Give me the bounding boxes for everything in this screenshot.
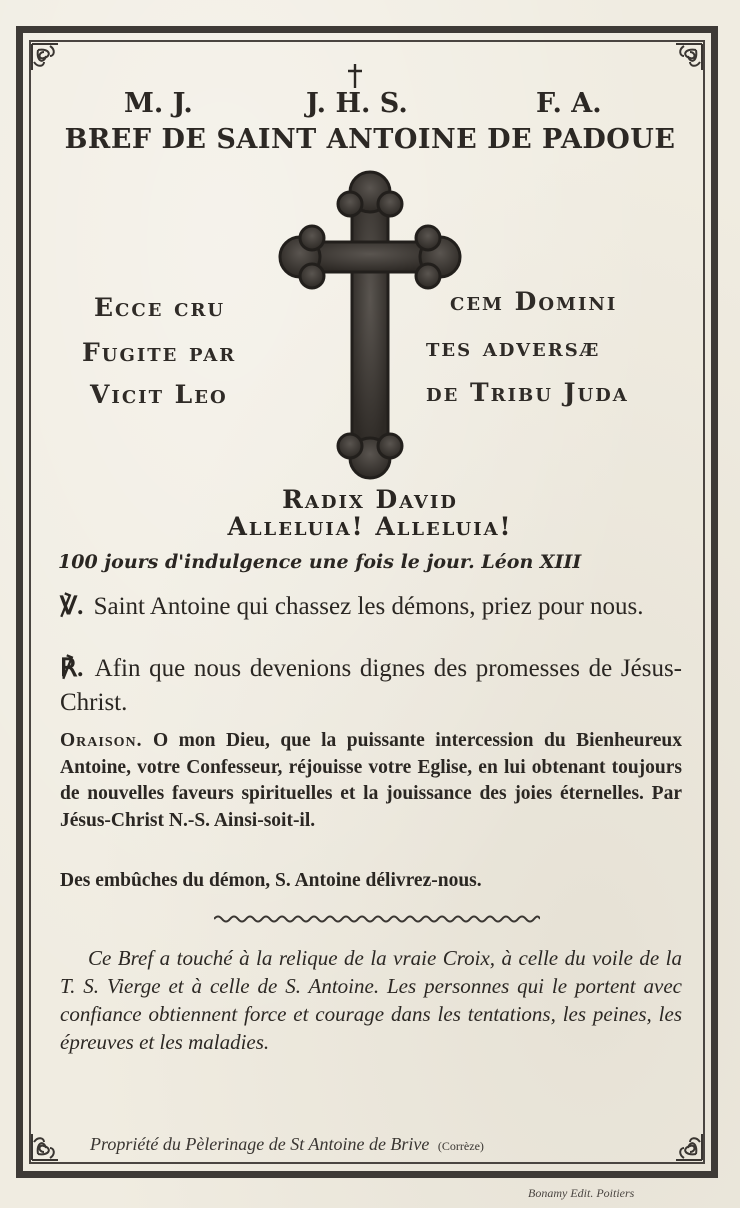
motto-left-1: Ecce cru <box>94 293 226 322</box>
response-symbol: ℟. <box>60 655 84 682</box>
prayer-paragraph <box>60 728 682 834</box>
motto-right-2: tes adversæ <box>426 333 601 362</box>
alleluia: Alleluia! Alleluia! <box>227 512 513 541</box>
motto-left-2: Fugite par <box>82 338 237 367</box>
deliverance-line: Des embûches du démon, S. Antoine délivrez-nous. <box>60 870 482 891</box>
relic-note-text: Ce Bref a touché à la relique de la vraie Croix, à celle du voile de la T. S. Vierge et à celle de S. Antoine. Les personnes qui le portent avec confiance obtiennent force et courage dans les tentations, les peines, les épreuves et les maladies. <box>60 946 682 1054</box>
footer-text: Propriété du Pèlerinage de St Antoine de Brive <box>90 1134 430 1154</box>
footer-sub: (Corrèze) <box>437 1139 484 1153</box>
initials-left: M. J. <box>124 88 193 119</box>
small-cross-icon <box>345 62 365 90</box>
corner-ornament-icon <box>30 1110 82 1162</box>
footer-ownership <box>90 1134 650 1155</box>
corner-ornament-icon <box>652 1110 704 1162</box>
corner-ornament-icon <box>652 42 704 94</box>
versicle-text: Saint Antoine qui chassez les démons, priez pour nous. <box>93 593 644 620</box>
document-title: BREF DE SAINT ANTOINE DE PADOUE <box>64 124 676 155</box>
header-initials <box>60 88 680 118</box>
printer-credit: Bonamy Edit. Poitiers <box>528 1186 635 1200</box>
wavy-divider <box>214 912 540 926</box>
versicle-symbol: ℣. <box>60 593 84 620</box>
motto-right-1: cem Domini <box>450 287 618 316</box>
prayer-text: O mon Dieu, que la puissante intercession du Bienheureux Antoine, votre Confesseur, réjouisse votre Eglise, en lui obtenant toujours de nouvelles faveurs spirituelles et la jouissance des joies éternelles. Par Jésus-Christ N.-S. Ainsi-soit-il. <box>60 730 682 831</box>
cross-icon <box>278 166 462 484</box>
motto-left-3: Vicit Leo <box>90 380 228 409</box>
radix-david: Radix David <box>282 485 458 514</box>
versicle <box>60 590 682 624</box>
corner-ornament-icon <box>30 42 82 94</box>
initials-center: J. H. S. <box>306 88 408 119</box>
prayer-label: Oraison. <box>60 730 143 751</box>
indulgence-note: 100 jours d'indulgence une fois le jour. Léon XIII <box>58 551 582 573</box>
initials-right: F. A. <box>536 88 602 119</box>
motto-right-3: de Tribu Juda <box>426 378 629 407</box>
relic-note <box>60 944 682 1056</box>
response <box>60 652 682 720</box>
response-text: Afin que nous devenions dignes des promesses de Jésus-Christ. <box>60 655 682 716</box>
